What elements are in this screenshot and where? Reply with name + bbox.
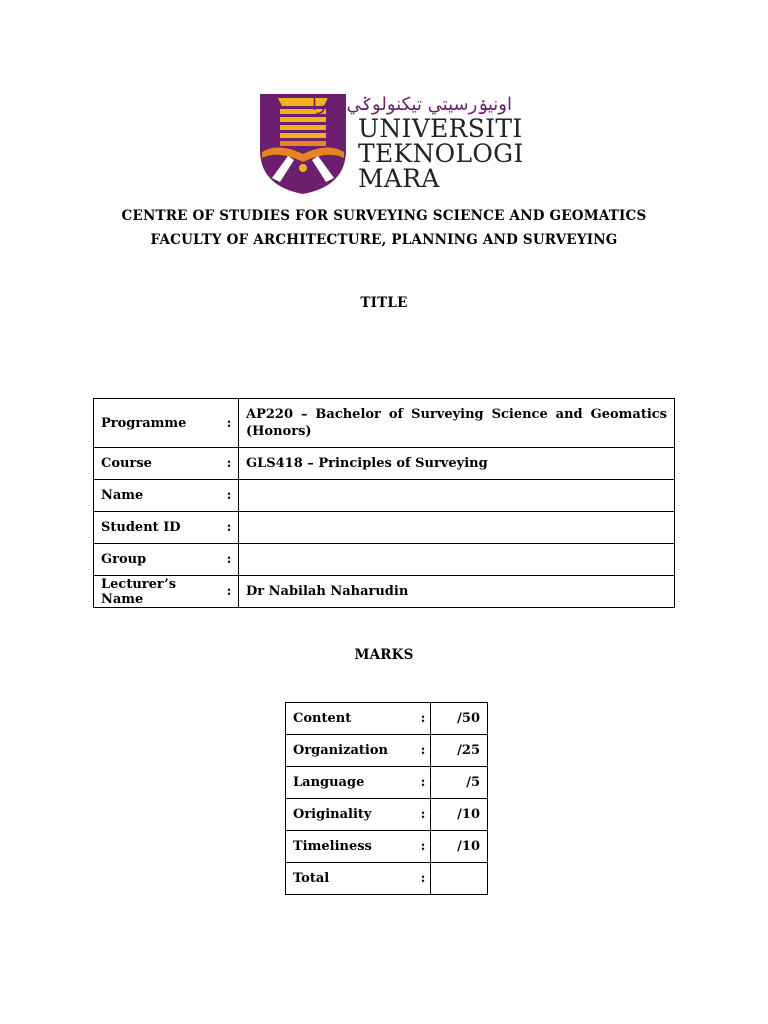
table-row (94, 480, 675, 512)
course-value: GLS418 – Principles of Surveying (239, 448, 675, 480)
table-row (94, 399, 675, 448)
programme-value: AP220 – Bachelor of Surveying Science and Geomatics (Honors) (239, 399, 675, 448)
table-row (286, 799, 488, 831)
table-row (94, 544, 675, 576)
score-cell: /50 (431, 703, 488, 735)
row-label: Name (94, 480, 221, 512)
wordmark-line-3: MARA (358, 164, 440, 193)
criterion-label: Language (286, 767, 416, 799)
wordmark-line-2: TEKNOLOGI (358, 139, 524, 168)
colon: : (416, 863, 431, 895)
colon: : (220, 512, 239, 544)
colon: : (220, 399, 239, 448)
university-logo (258, 94, 524, 196)
colon: : (220, 544, 239, 576)
criterion-label: Organization (286, 735, 416, 767)
score-cell: /5 (431, 767, 488, 799)
row-label: Student ID (94, 512, 221, 544)
table-row (94, 576, 675, 608)
row-label: Group (94, 544, 221, 576)
score-cell: /25 (431, 735, 488, 767)
centre-heading: CENTRE OF STUDIES FOR SURVEYING SCIENCE AND GEOMATICS (121, 208, 647, 224)
row-label: Programme (94, 399, 221, 448)
group-value (239, 544, 675, 576)
table-row (94, 512, 675, 544)
row-label: Lecturer’s Name (94, 576, 221, 608)
colon: : (220, 448, 239, 480)
table-row (94, 448, 675, 480)
marks-table (285, 702, 488, 895)
name-value (239, 480, 675, 512)
wordmark-line-1: UNIVERSITI (358, 114, 523, 143)
jawi-script-name: اونيۏرسيتي تيکنولوݢي مارا (311, 94, 512, 115)
lecturer-value: Dr Nabilah Naharudin (239, 576, 675, 608)
score-cell: /10 (431, 831, 488, 863)
criterion-label: Total (286, 863, 416, 895)
table-row (286, 831, 488, 863)
criterion-label: Originality (286, 799, 416, 831)
criterion-label: Timeliness (286, 831, 416, 863)
criterion-label: Content (286, 703, 416, 735)
colon: : (220, 576, 239, 608)
score-cell (431, 863, 488, 895)
colon: : (416, 767, 431, 799)
student-info-table (93, 398, 675, 608)
table-row (286, 735, 488, 767)
table-row (286, 863, 488, 895)
score-cell: /10 (431, 799, 488, 831)
title-label: TITLE (360, 295, 408, 311)
colon: : (220, 480, 239, 512)
colon: : (416, 831, 431, 863)
faculty-heading: FACULTY OF ARCHITECTURE, PLANNING AND SURVEYING (150, 232, 618, 248)
row-label: Course (94, 448, 221, 480)
marks-label: MARKS (354, 647, 414, 663)
student-id-value (239, 512, 675, 544)
table-row (286, 703, 488, 735)
colon: : (416, 703, 431, 735)
table-row (286, 767, 488, 799)
colon: : (416, 735, 431, 767)
colon: : (416, 799, 431, 831)
